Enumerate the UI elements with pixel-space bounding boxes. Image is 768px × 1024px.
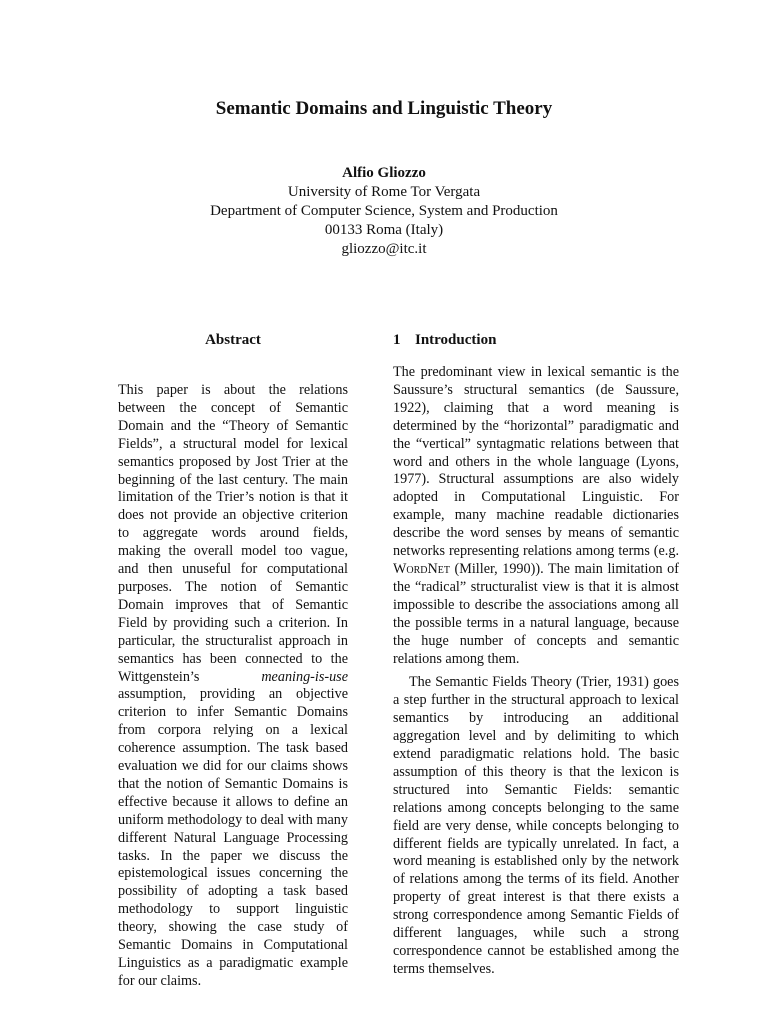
author-address: 00133 Roma (Italy)	[324, 222, 444, 238]
introduction-column	[393, 331, 679, 979]
section-number: 1	[393, 332, 401, 348]
introduction-paragraph-1	[393, 364, 679, 668]
paper-title: Semantic Domains and Linguistic Theory	[215, 98, 553, 119]
abstract-emphasis: meaning-is-use	[261, 668, 348, 685]
author-block	[0, 164, 768, 259]
author-email: gliozzo@itc.it	[341, 241, 427, 257]
wordnet-name: WordNet	[393, 560, 450, 577]
introduction-heading	[393, 331, 679, 350]
intro-para1-part2: (Miller, 1990)). The main limitation of the “radical” structuralist view is that it is almost impossible to describe the associations among all the possible terms in a natural language, because the huge number of concepts and semantic relations among them.	[393, 560, 679, 667]
abstract-text	[118, 382, 348, 991]
author-affiliation-university: University of Rome Tor Vergata	[287, 184, 481, 200]
abstract-column	[118, 331, 348, 991]
author-name: Alfio Gliozzo	[342, 165, 426, 181]
intro-para1-part1: The predominant view in lexical semantic is the Saussure’s structural semantics (de Saussure, 1922), claiming that a word meaning is determined by the “horizontal” paradigmatic and the “vertical” syntagmatic relations between that word and others in the whole language (Lyons, 1977). Structural assumptions are also widely adopted in Computational Linguistic. For example, many machine readable dictionaries describe the word senses by means of semantic networks representing relations among terms (e.g.	[393, 364, 679, 560]
abstract-text-part2: assumption, providing an objective criterion to infer Semantic Domains from corpora relying on a lexical coherence assumption. The task based evaluation we did for our claims shows that the notion of Semantic Domains is effective because it allows to define an uniform methodology to deal with many different Natural Language Processing tasks. In the paper we discuss the epistemological issues concerning the possibility of adopting a task based methodology to support linguistic theory, showing the case study of Semantic Domains in Computational Linguistics as a paradigmatic example for our claims.	[118, 686, 348, 989]
abstract-text-part1: This paper is about the relations between the concept of Semantic Domain and the “Theory of Semantic Fields”, a structural model for lexical semantics proposed by Jost Trier at the beginning of the last century. The main limitation of the Trier’s notion is that it does not provide an objective criterion to aggregate words around fields, making the overall model too vague, and then unuseful for computational purposes. The notion of Semantic Domain improves that of Semantic Field by providing such a criterion. In particular, the structuralist approach in semantics has been connected to the Wittgenstein’s	[118, 382, 348, 685]
author-affiliation-department: Department of Computer Science, System and Production	[210, 203, 558, 219]
abstract-heading: Abstract	[205, 332, 261, 348]
section-title: Introduction	[415, 332, 497, 348]
introduction-paragraph-2: The Semantic Fields Theory (Trier, 1931) goes a step further in the structural approach to lexical semantics by introducing an additional aggregation level and by delimiting to which extend paradigmatic relations hold. The basic assumption of this theory is that the lexicon is structured into Semantic Fields: semantic relations among concepts belonging to the same field are very dense, while concepts belonging to different fields are typically unrelated. In fact, a word meaning is established only by the network of relations among the terms of its field. Another property of great interest is that there exists a strong correspondence among Semantic Fields of different languages, while such a strong correspondence cannot be established among the terms themselves.	[393, 674, 679, 977]
